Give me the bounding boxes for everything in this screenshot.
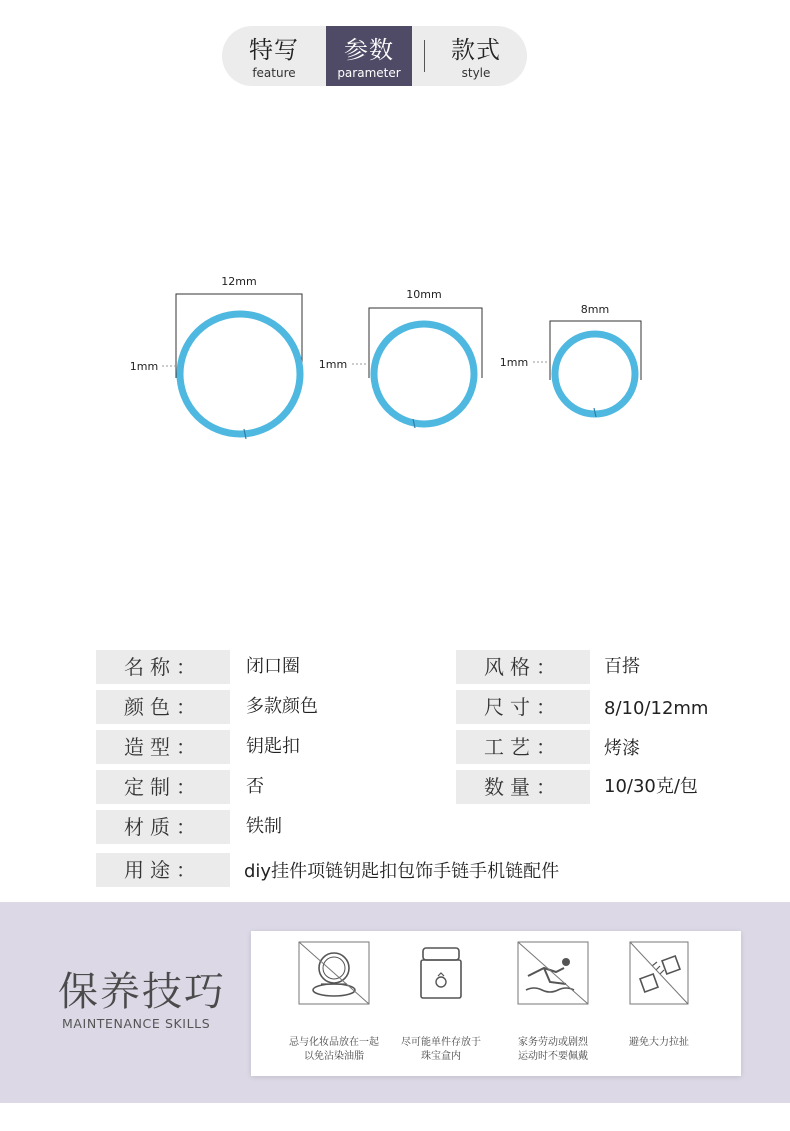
- param-craft-value: 烤漆: [604, 738, 640, 759]
- tab-style[interactable]: [426, 26, 526, 86]
- param-material-value: 铁制: [246, 816, 282, 837]
- param-shape-value: 钥匙扣: [246, 736, 300, 757]
- param-color-label: 颜色：: [96, 690, 230, 724]
- care-text-cosmetics: 忌与化妆品放在一起 以免沾染油脂: [289, 1037, 379, 1062]
- ring-8mm-thickness-label: 1mm: [499, 356, 529, 369]
- tab-feature-subtitle: feature: [252, 66, 296, 80]
- param-usage-label: 用途：: [96, 853, 230, 887]
- care-text-sports: 家务劳动或剧烈 运动时不要佩戴: [518, 1037, 588, 1062]
- ring-10mm-thickness-label: 1mm: [318, 358, 348, 371]
- param-craft-label: 工艺：: [456, 730, 590, 764]
- care-item-sports: [498, 940, 608, 1064]
- param-name-label: 名称：: [96, 650, 230, 684]
- tab-parameter-subtitle: parameter: [337, 66, 401, 80]
- ring-8mm-width-label: 8mm: [580, 303, 610, 316]
- no-pulling-icon: [622, 940, 696, 1006]
- care-item-cosmetics: [279, 940, 389, 1064]
- param-custom-value: 否: [246, 776, 264, 797]
- no-sports-icon: [516, 940, 590, 1006]
- param-shape-label: 造型：: [96, 730, 230, 764]
- maintenance-title: 保养技巧: [58, 969, 226, 1015]
- param-usage-value: diy挂件项链钥匙扣包饰手链手机链配件: [244, 861, 560, 882]
- tab-bar: [222, 26, 527, 86]
- tab-style-title: 款式: [451, 36, 501, 64]
- care-text-jewelry-box: 尽可能单件存放于 珠宝盒内: [401, 1037, 481, 1062]
- ring-size-diagram: [0, 260, 790, 460]
- care-item-jewelry-box: [386, 940, 496, 1064]
- tab-feature[interactable]: [222, 26, 326, 86]
- ring-10mm: [319, 288, 482, 428]
- param-name-value: 闭口圈: [246, 656, 300, 677]
- param-custom-label: 定制：: [96, 770, 230, 804]
- ring-12mm: [130, 275, 302, 439]
- tab-parameter-title: 参数: [344, 36, 394, 64]
- param-color-value: 多款颜色: [246, 696, 318, 717]
- ring-10mm-width-label: 10mm: [406, 288, 442, 301]
- param-qty-label: 数量：: [456, 770, 590, 804]
- ring-8mm: [500, 303, 641, 417]
- param-qty-value: 10/30克/包: [604, 776, 698, 797]
- tab-divider: [424, 40, 425, 72]
- tab-style-subtitle: style: [461, 66, 491, 80]
- param-size-value: 8/10/12mm: [604, 698, 709, 719]
- ring-12mm-width-label: 12mm: [221, 275, 257, 288]
- maintenance-subtitle: MAINTENANCE SKILLS: [62, 1016, 211, 1031]
- ring-12mm-band: [180, 314, 300, 434]
- tab-feature-title: 特写: [249, 36, 299, 64]
- care-item-pulling: [604, 940, 714, 1050]
- ring-10mm-band: [374, 324, 474, 424]
- no-cosmetics-icon: [297, 940, 371, 1006]
- param-size-label: 尺寸：: [456, 690, 590, 724]
- ring-8mm-band: [555, 334, 635, 414]
- param-style-label: 风格：: [456, 650, 590, 684]
- care-text-pulling: 避免大力拉扯: [629, 1037, 689, 1048]
- jewelry-box-icon: [404, 940, 478, 1006]
- ring-12mm-thickness-label: 1mm: [129, 360, 159, 373]
- tab-parameter[interactable]: [326, 26, 412, 86]
- param-material-label: 材质：: [96, 810, 230, 844]
- param-style-value: 百搭: [604, 656, 640, 677]
